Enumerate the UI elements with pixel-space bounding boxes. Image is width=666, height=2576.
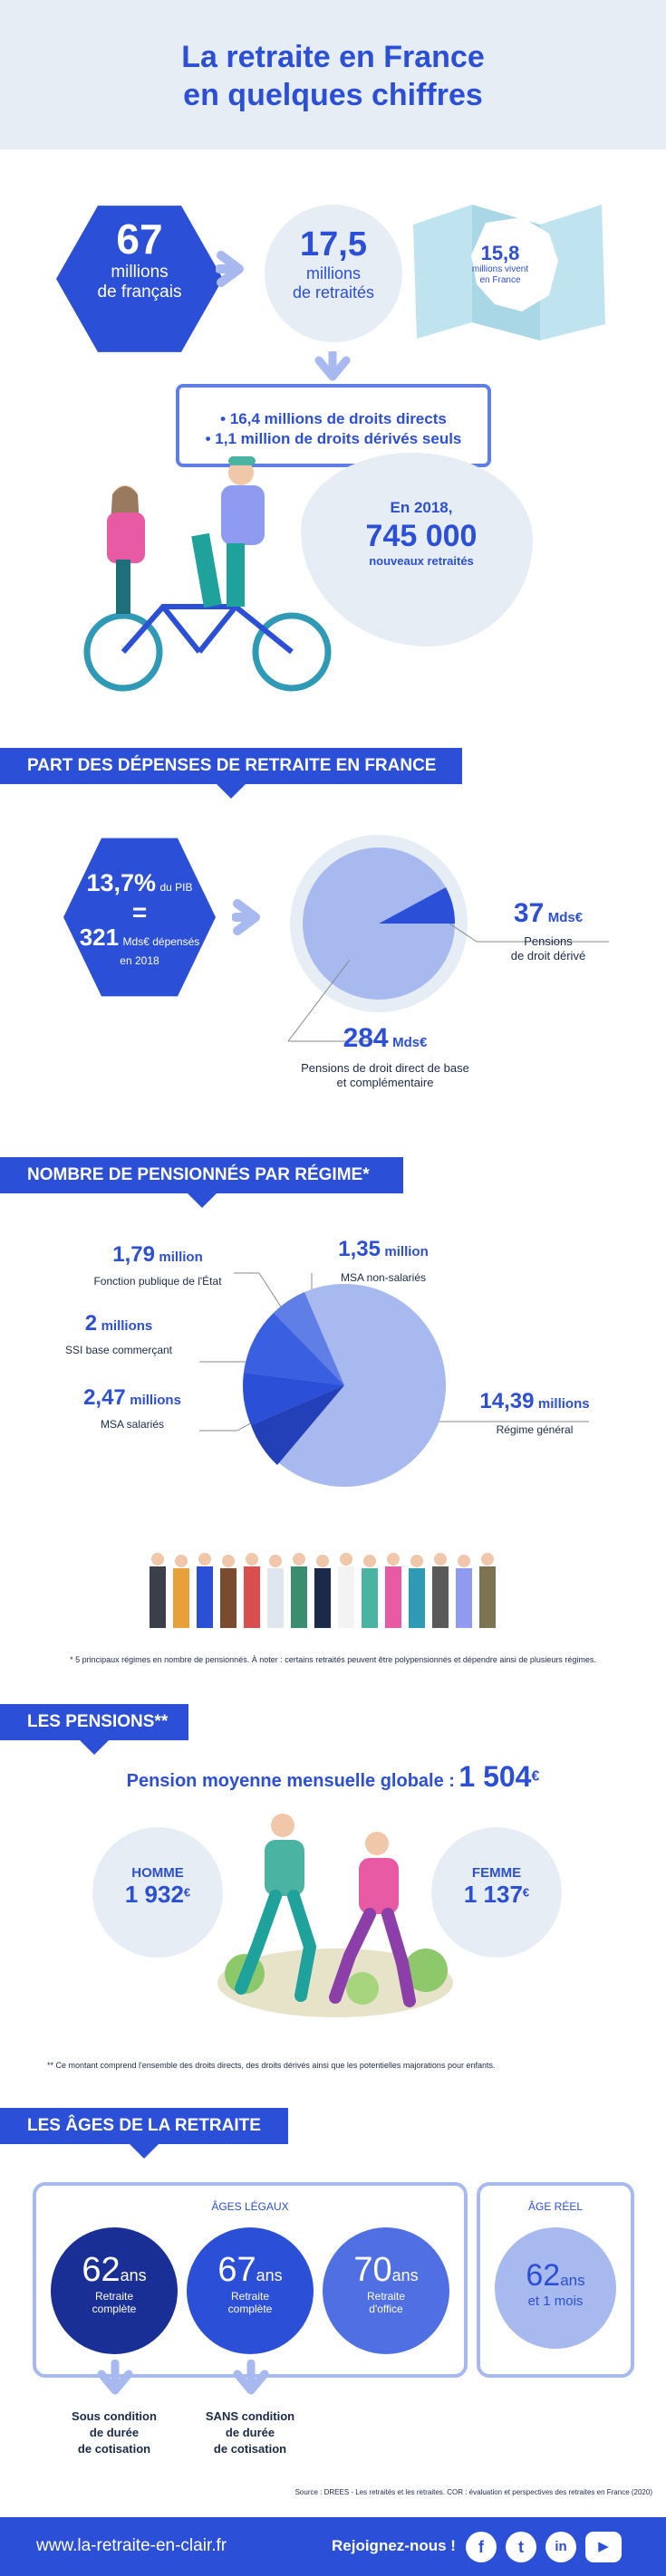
section-tab-regimes: NOMBRE DE PENSIONNÉS PAR RÉGIME* [0,1157,403,1193]
linkedin-icon[interactable]: in [545,2532,576,2562]
arrow-right-icon [232,895,270,940]
regime-fonction-publique: 1,79 million Fonction publique de l'État [93,1242,222,1288]
retirees-text: 17,5 millions de retraités [292,225,375,302]
regime-msa-non-salaries: 1,35 million MSA non-salariés [338,1237,429,1284]
population-text: 67 millions de français [97,215,182,302]
pensions-footnote: ** Ce montant comprend l'ensemble des droits directs, des droits dérivés ainsi que les potentielles majorations pour enfants. [47,2061,496,2070]
regimes-footnote: * 5 principaux régimes en nombre de pensionnés. À noter : certains retraités peuvent être polypensionnés et dépendre ainsi de plusieurs régimes. [70,1655,596,1664]
age-67-text: 67ans Retraite complète [217,2251,283,2315]
real-age-title: ÂGE RÉEL [527,2200,584,2213]
page-title: La retraite en France en quelques chiffres [181,40,485,112]
regime-ssi: 2 millions SSI base commerçant [64,1311,173,1356]
website-link[interactable]: www.la-retraite-en-clair.fr [36,2536,227,2555]
regime-general: 14,39 millions Régime général [479,1389,590,1436]
tandem-bike-illustration [72,453,344,697]
new-retirees-text: En 2018, 745 000 nouveaux retraités [365,499,478,568]
legal-ages-title: ÂGES LÉGAUX [211,2200,289,2213]
facebook-icon[interactable]: f [466,2532,497,2562]
join-label: Rejoignez-nous ! [332,2537,456,2554]
pib-text: 13,7% du PIB = 321 Mds€ dépensés en 2018 [79,869,200,967]
direct-label: 284 Mds€ Pensions de droit direct de base et complémentaire [301,1023,469,1089]
age-62-text: 62ans Retraite complète [82,2251,147,2315]
arrow-down-icon [94,2360,136,2405]
regime-msa-salaries: 2,47 millions MSA salariés [83,1385,181,1431]
regimes-pie-chart [236,1277,453,1494]
section-tab-pensions: LES PENSIONS** [0,1704,188,1740]
derived-label: 37 Mds€ Pensions de droit dérivé [510,898,586,962]
runners-illustration [199,1811,471,2028]
rights-box: • 16,4 millions de droits directs • 1,1 million de droits dérivés seuls [176,384,491,467]
condition-with: Sous condition de durée de cotisation [72,2409,157,2456]
twitter-icon[interactable]: t [506,2532,536,2562]
source-note: Source : DREES - Les retraités et les retraites. COR : évaluation et perspectives des retraites en France (2020) [294,2488,652,2496]
section-tab-spending: PART DES DÉPENSES DE RETRAITE EN FRANCE [0,748,462,784]
condition-without: SANS condition de durée de cotisation [205,2409,295,2456]
average-pension: Pension moyenne mensuelle globale : 1 504€ [126,1760,540,1793]
section-tab-ages: LES ÂGES DE LA RETRAITE [0,2108,288,2144]
people-crowd-illustration [145,1550,507,1632]
arrow-right-icon [216,246,254,292]
arrow-down-icon [230,2360,272,2405]
age-70-text: 70ans Retraite d'office [353,2251,419,2315]
femme-text: FEMME 1 137€ [463,1865,530,1908]
real-age-text: 62ans et 1 mois [526,2258,585,2309]
abroad-text: 15,8 millions vivent en France [471,242,529,285]
homme-text: HOMME 1 932€ [124,1865,191,1908]
youtube-icon[interactable]: ▶ [585,2532,622,2562]
